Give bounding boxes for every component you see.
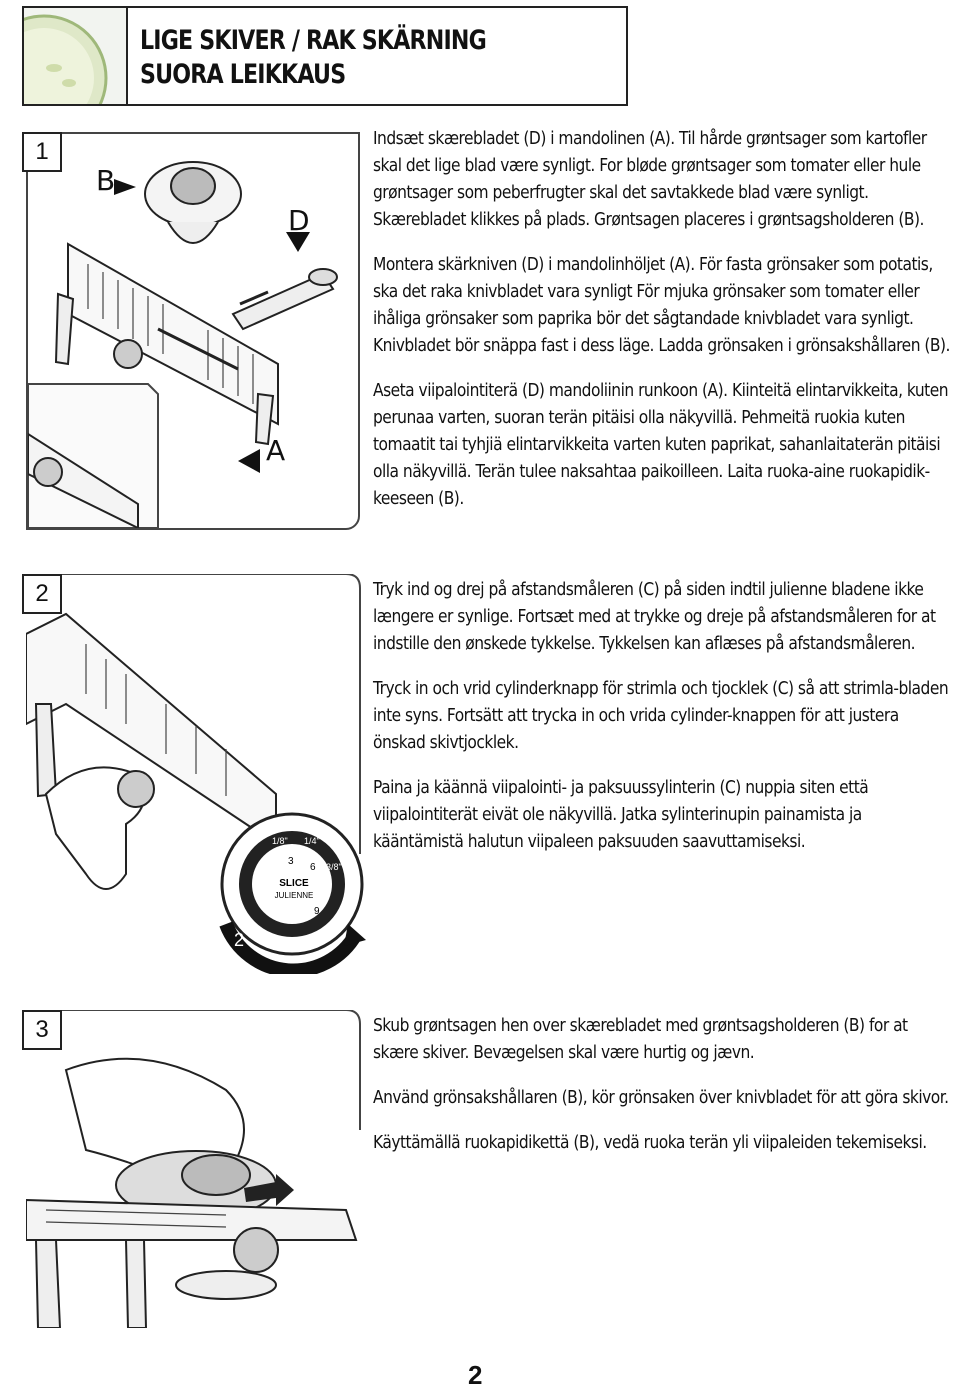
step-1-text [373,125,953,530]
step-3-paragraph-sv: Använd grönsakshållaren (B), kör grönsaken över knivbladet för att göra skivor. [373,1087,949,1108]
dial-mark-1: 1/8" [272,836,288,846]
page-number: 2 [468,1360,483,1390]
step-3-text [373,1012,953,1174]
dial-mark-3: 3/8" [326,862,342,872]
step-3-illustration [26,1010,360,1328]
cucumber-slice-image [24,8,128,104]
arrow-a-icon [238,449,260,473]
step-2-paragraph-fi: Paina ja käännä viipalointi- ja paksuussylinterin (C) nuppia siten että viipalointiterät eivät ole näkyvillä. Jatka sylinterinupin painamista ja kääntämistä halutun viipaleen paksuuden saavuttamiseksi. [373,777,869,852]
arrow-b-icon [114,179,136,195]
step-1-number: 1 [22,132,62,172]
dial-julienne-label: JULIENNE [274,891,314,900]
dial-arrow-number: 2 [234,930,245,950]
label-a: A [266,434,286,467]
step-3-paragraph-da: Skub grøntsagen hen over skærebladet med grøntsagsholderen (B) for at skære skiver. Bevægelsen skal være hurtig og jævn. [373,1015,908,1063]
title-line-2: SUORA LEIKKAUS [140,59,346,90]
dial-mark-4: 3 [288,856,294,867]
dial-mark-6: 9 [314,906,320,917]
step-2-paragraph-da: Tryk ind og drej på afstandsmåleren (C) på siden indtil julienne bladene ikke længere er synlige. Fortsæt med at trykke og dreje på afstandsmåleren for at indstille den ønskede tykkelse. Tykkelsen kan aflæses på afstandsmåleren. [373,579,936,654]
step-3-paragraph-fi: Käyttämällä ruokapidikettä (B), vedä ruoka terän yli viipaleiden tekemiseksi. [373,1132,927,1153]
step-2-number: 2 [22,574,62,614]
dial-slice-label: SLICE [279,878,309,889]
label-d: D [288,204,310,237]
step-1-paragraph-sv: Montera skärkniven (D) i mandolinhöljet (A). För fasta grönsaker som potatis, ska det raka knivbladet vara synligt För mjuka grönsaker som tomater eller ihåliga grönsaker som paprika bör det sågtandade knivbladet vara synligt. Knivbladet bör snäppa fast i dess läge. Ladda grönsaken i grönsakshållaren (B). [373,254,950,356]
title-line-1: LIGE SKIVER / RAK SKÄRNING [140,25,486,56]
step-2-illustration [26,574,360,974]
step-1-paragraph-da: Indsæt skærebladet (D) i mandolinen (A). Til hårde grøntsager som kartofler skal det lige blad være synligt. For bløde grøntsager som tomater eller hule grøntsager som peberfrugter skal det savtakkede blad være synligt. Skærebladet klikkes på plads. Grøntsagen placeres i grøntsagsholderen (B). [373,128,927,230]
step-1-paragraph-fi: Aseta viipalointiterä (D) mandoliinin runkoon (A). Kiinteitä elintarvikkeita, kuten perunaa varten, suoran terän pitäisi olla näkyvillä. Pehmeitä ruokia kuten tomaatit tai tyhjiä elintarvikkeita varten kuten paprikat, sahanlaitaterän pitäisi olla näkyvillä. Terän tulee naksahtaa paikoilleen. Laita ruoka-aine ruokapidik-keeseen (B). [373,380,949,509]
label-b: B [96,164,116,197]
section-header [22,6,628,106]
step-3-number: 3 [22,1010,62,1050]
dial-mark-2: 1/4" [304,836,320,846]
page-title [140,24,486,92]
step-2-text [373,576,953,873]
dial-mark-5: 6 [310,862,316,873]
step-1-illustration [26,132,360,530]
step-2-paragraph-sv: Tryck in och vrid cylinderknapp för strimla och tjocklek (C) så att strimla-bladen inte syns. Fortsätt att trycka in och vrida cylinder-knappen för att justera önskad skivtjocklek. [373,678,949,753]
